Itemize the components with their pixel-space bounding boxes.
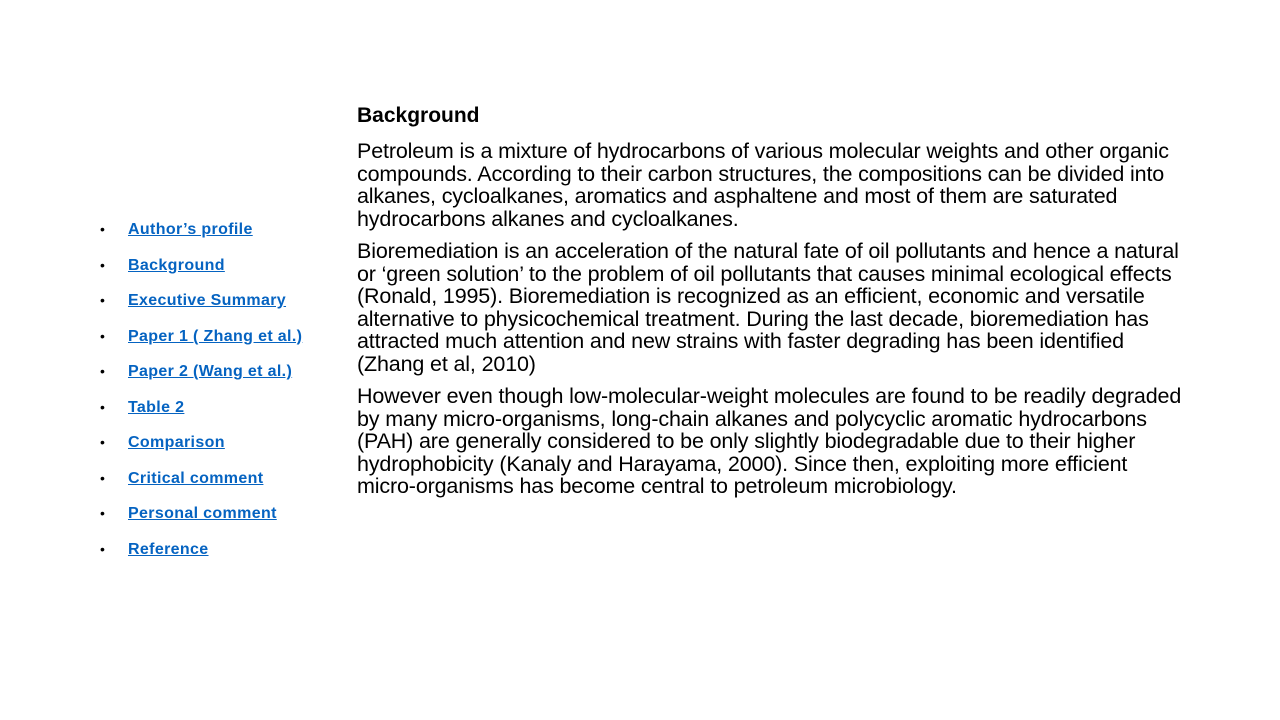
nav-item-table-2 <box>100 397 315 418</box>
nav-item-paper-1 <box>100 326 315 347</box>
link-comparison[interactable]: Comparison <box>128 434 225 451</box>
bullet-icon: • <box>100 434 105 450</box>
section-heading: Background <box>357 104 480 127</box>
navigation-list <box>100 219 315 574</box>
link-table-2[interactable]: Table 2 <box>128 398 185 416</box>
link-executive-summary[interactable]: Executive Summary <box>128 292 287 309</box>
bullet-icon: • <box>100 292 105 308</box>
paragraph-petroleum: Petroleum is a mixture of hydrocarbons of various molecular weights and other organic compounds. According to their carbon structures, the compositions can be divided into alkanes, cycloalkanes, aromatics and asphaltene and most of them are saturated hydrocarbons alkanes and cycloalkanes. <box>357 139 1169 231</box>
link-background[interactable]: Background <box>128 256 225 274</box>
link-personal-comment[interactable]: Personal comment <box>128 505 277 522</box>
bullet-icon: • <box>100 540 105 557</box>
link-authors-profile[interactable]: Author’s profile <box>128 221 253 238</box>
bullet-icon: • <box>100 505 105 521</box>
link-reference[interactable]: Reference <box>128 540 209 558</box>
bullet-icon: • <box>100 256 105 273</box>
bullet-icon: • <box>100 469 105 486</box>
main-content <box>357 102 1187 508</box>
nav-item-executive-summary <box>100 290 315 311</box>
nav-item-personal-comment <box>100 503 315 524</box>
nav-item-background <box>100 255 315 276</box>
link-paper-1[interactable]: Paper 1 ( Zhang et al.) <box>128 327 303 345</box>
nav-item-authors-profile <box>100 219 315 240</box>
nav-item-comparison <box>100 432 315 453</box>
link-critical-comment[interactable]: Critical comment <box>128 469 264 487</box>
nav-item-critical-comment <box>100 468 315 489</box>
nav-item-reference <box>100 539 315 560</box>
nav-item-paper-2 <box>100 361 315 382</box>
link-paper-2[interactable]: Paper 2 (Wang et al.) <box>128 363 293 380</box>
paragraph-hydrophobicity: However even though low-molecular-weight molecules are found to be readily degraded by many micro-organisms, long-chain alkanes and polycyclic aromatic hydrocarbons (PAH) are generally considered to be only slightly biodegradable due to their higher hydrophobicity (Kanaly and Harayama, 2000). Since then, exploiting more efficient micro-organisms has become central to petroleum microbiology. <box>357 384 1182 498</box>
bullet-icon: • <box>100 327 105 344</box>
paragraph-bioremediation: Bioremediation is an acceleration of the natural fate of oil pollutants and hence a natural or ‘green solution’ to the problem of oil pollutants that causes minimal ecological effects (Ronald, 1995). Bioremediation is recognized as an efficient, economic and versatile alternative to physicochemical treatment. During the last decade, bioremediation has attracted much attention and new strains with faster degrading has been identified (Zhang et al, 2010) <box>357 239 1179 376</box>
bullet-icon: • <box>100 221 105 237</box>
bullet-icon: • <box>100 363 105 379</box>
bullet-icon: • <box>100 398 105 415</box>
